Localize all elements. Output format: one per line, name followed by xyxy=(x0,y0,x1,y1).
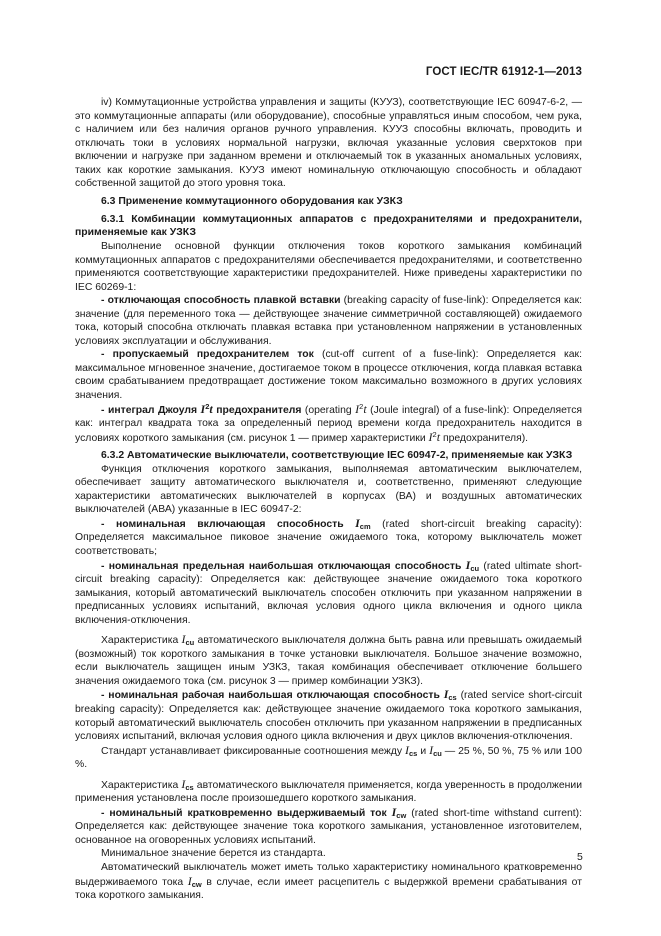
section-heading-6-3: 6.3 Применение коммутационного оборудования как УЗКЗ xyxy=(101,196,403,208)
definition-text: (rated ultimate short-circuit breaking capacity): Определяется как: действующее значение ожидаемого тока короткого замыкания, который автоматический выключатель способен отключить при указанном напряжении в предписанных условиях испытаний, включая условия одного цикла включения и одного цикла включения-отключения. xyxy=(75,560,582,626)
definition-breaking-capacity xyxy=(75,294,582,348)
definition-text: (rated service short-circuit breaking capacity): Определяется как: действующее значение ожидаемого тока короткого замыкания, который автоматический выключатель способен отключить при указанном напряжении в предписанных условиях испытаний, включая условия одного цикла включения и двух циклов включения-отключения. xyxy=(75,690,582,743)
definition-cut-off-current xyxy=(75,348,582,402)
subsection-heading-6-3-2: 6.3.2 Автоматические выключатели, соответствующие IEC 60947-2, применяемые как УЗКЗ xyxy=(101,450,573,462)
definition-text: (rated short-circuit breaking capacity): Определяется максимальное пиковое значение ожидаемого тока, которому выключатель может соответствовать; xyxy=(75,518,582,557)
page-number: 5 xyxy=(577,851,583,863)
symbol-exponent: 2 xyxy=(205,401,210,411)
paragraph-standard-ratio: Стандарт устанавливает фиксированные соотношения между $I_{cs}$ и $I_{cu}$ — 25 %, 50 %, 75 % или 100 %. xyxy=(75,742,582,771)
subscript-cw: cw xyxy=(396,810,407,820)
document-body xyxy=(75,96,582,903)
definition-icu xyxy=(75,559,582,628)
paragraph-6-3-2-intro: Функция отключения короткого замыкания, выполняемая автоматическим выключателем, обеспечивает защиту автоматического выключателя и, соответственно, применяют следующие характеристики автоматических выключателей в корпусах (ВА) и воздушных автоматических выключателей (АВА) указанные в IEC 60947-2: xyxy=(75,463,582,516)
definition-text: (breaking capacity of fuse-link): Определяется как: значение (для переменного тока — действующее значение симметричной составляющей) ожидаемого тока, который способна отключать плавкая вставка при установленном напряжении в установленных условиях эксплуатации и обслуживания. xyxy=(75,295,582,347)
subscript-cu: cu xyxy=(470,563,480,573)
term: - номинальная рабочая наибольшая отключающая способность $I_{cs}$ xyxy=(101,687,457,703)
definition-text: (rated short-time withstand current): Определяется как: действующее значение тока короткого замыкания, установленное изготовителем, основанное на оговоренных условиях испытаний. xyxy=(75,807,582,846)
paragraph-minimum-value: Минимальное значение берется из стандарта. xyxy=(101,848,326,860)
term: - пропускаемый предохранителем ток xyxy=(101,349,314,361)
paragraph-6-3-1-intro: Выполнение основной функции отключения токов короткого замыкания комбинаций коммутационных аппаратов с предохранителями обеспечивается предохранителями, и соответственно применяются соответствующие характеристики предохранителей. Ниже приведены характеристики по IEC 60269-1: xyxy=(75,240,582,293)
subsection-heading-6-3-1: 6.3.1 Комбинации коммутационных аппаратов с предохранителями и предохранители, применяемые как УЗКЗ xyxy=(75,213,582,239)
term: - номинальная включающая способность $I_{cm}$ xyxy=(101,515,371,531)
symbol-i: I xyxy=(429,742,434,757)
subscript-cm: cm xyxy=(359,521,371,531)
symbol-i: I xyxy=(355,515,360,530)
symbol-i: I xyxy=(187,873,192,888)
term: - номинальный кратковременно выдерживаемый ток $I_{cw}$ xyxy=(101,804,407,820)
definition-icw xyxy=(75,806,582,848)
symbol-i: I xyxy=(181,632,186,647)
symbol-i: I xyxy=(443,687,449,702)
symbol-i: I xyxy=(405,742,410,757)
symbol-i: I xyxy=(391,804,397,819)
symbol-i: I xyxy=(181,776,186,791)
paragraph-iv: iv) Коммутационные устройства управления и защиты (КУУЗ), соответствующие IEC 60947-6-2, — это коммутационные аппараты (или оборудование), способные управляться иным способом, чем рука, с наличием или без наличия органов ручного управления. КУУЗ способны включать, проводить и отключать токи в условиях нормальной нагрузки, включая указанные условия сверхтоков при включении и нагрузке при заданном времени и отключаемый ток в указанных аномальных условиях, таких как короткие замыкания. КУУЗ имеют номинальную отключающую способность и обладают собственной защитой до этого уровня тока. xyxy=(75,97,582,190)
definition-text: (cut-off current of a fuse-link): Определяется как: максимальное мгновенное значение, достигаемое током в процессе отключения, когда плавкая вставка своим срабатыванием предотвращает достижение током максимально возможного в других условиях значения. xyxy=(75,349,582,401)
paragraph-ics-characteristic: Характеристика $I_{cs}$ автоматического выключателя применяется, когда уверенность в продолжении применения установлена после произошедшего короткого замыкания. xyxy=(75,776,582,805)
symbol-t: t xyxy=(209,401,213,416)
symbol-t: t xyxy=(436,429,441,444)
term: - номинальная предельная наибольшая отключающая способность $I_{cu}$ xyxy=(101,557,480,573)
paragraph-icu-characteristic: Характеристика $I_{cu}$ автоматического выключателя должна быть равна или превышать ожидаемый (возможный) ток короткого замыкания в точке установки выключателя. Большое значение возможно, если выключатель защищен иным УЗКЗ, такая комбинация обеспечивает отключение большего значения ожидаемого тока (см. рисунок 3 — пример комбинации УЗКЗ). xyxy=(75,632,582,687)
symbol-i: I xyxy=(200,401,206,416)
symbol-i: I xyxy=(465,557,471,572)
symbol-i: I xyxy=(355,401,360,416)
paragraph-final: Автоматический выключатель может иметь только характеристику номинального кратковременно выдерживаемого тока $I_{cw}$ в случае, если имеет расцепитель с выдержкой времени срабатывания от тока короткого замыкания. xyxy=(75,862,582,902)
definition-joule-integral: - интеграл Джоуля $I^2t$ предохранителя (operating $I^2t$ (Joule integral) of a fuse-link): Определяется как: интеграл квадрата тока за определенный период времени когда предохранитель находится в условиях короткого замыкания (см. рисунок 1 — пример характеристики $I^2t$ предохранителя). xyxy=(75,401,583,444)
definition-icm xyxy=(75,517,582,559)
term: - интеграл Джоуля $I^2t$ предохранителя xyxy=(101,401,302,416)
definition-ics xyxy=(75,688,582,743)
document-header: ГОСТ IEC/TR 61912-1—2013 xyxy=(425,66,582,78)
symbol-i: I xyxy=(428,429,433,444)
term: - отключающая способность плавкой вставки xyxy=(101,295,341,307)
symbol-t: t xyxy=(363,401,367,416)
subscript-cs: cs xyxy=(448,693,457,703)
